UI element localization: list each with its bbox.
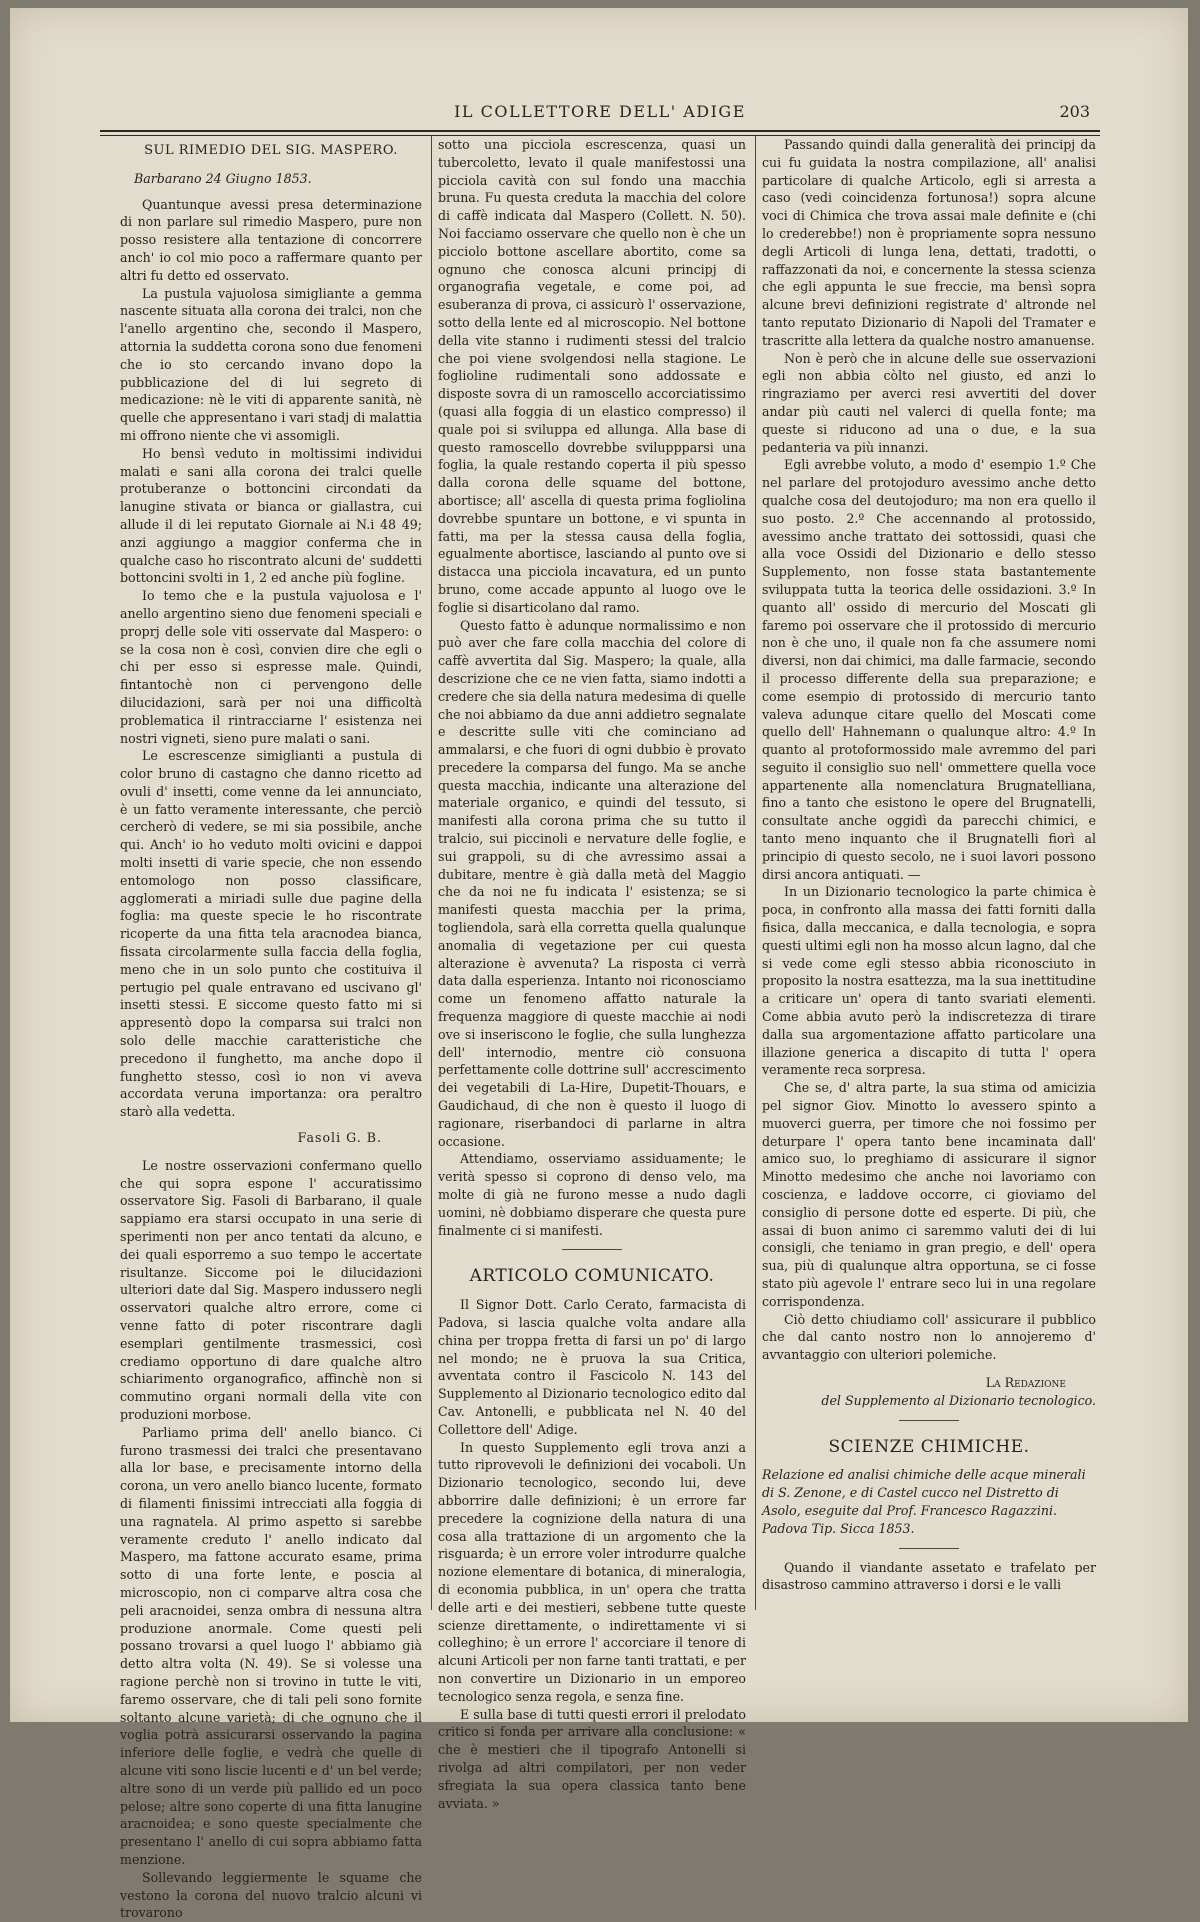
- paragraph: Passando quindi dalla generalità dei principj da cui fu guidata la nostra compilazione, all' analisi particolare di qualche Articolo, egli si arresta a caso (vedi coincidenza fortunosa!) sopra alcune voci di Chimica che trova assai male definite e (chi lo crederebbe!) non è propriamente sopra nessuno degli Articoli di lunga lena, dettati, tradotti, o raffazzonati da noi, e concernente la stessa scienza che egli appunta le sue freccie, ma bensì sopra alcune brevi definizioni registrate d' altronde nel tanto reputato Dizionario di Napoli del Tramater e trascritte alla lettera da qualche nostro amanuense.: [762, 137, 1096, 348]
- citation: Relazione ed analisi chimiche delle acque minerali di S. Zenone, e di Castel cucco nel Distretto di Asolo, eseguite dal Prof. Francesco Ragazzini. Padova Tip. Sicca 1853.: [762, 1467, 1086, 1536]
- running-title: IL COLLETTORE DELL' ADIGE: [454, 102, 746, 121]
- section-title: ARTICOLO COMUNICATO.: [469, 1266, 715, 1287]
- page-header: [100, 92, 1100, 132]
- page-number: 203: [1059, 102, 1090, 121]
- redaction-subtitle: del Supplemento al Dizionario tecnologico.: [821, 1392, 1096, 1408]
- separator-rule: [899, 1420, 959, 1421]
- paragraph: E sulla base di tutti questi errori il prelodato critico si fonda per arrivare alla conclusione: « che è mestieri che il tipografo Antonelli si rivolga ad altri compilatori, per non veder sfregiata la sua opera classica tanto bene avviata. »: [438, 1706, 746, 1811]
- column-3: [762, 136, 1096, 1610]
- column-divider: [431, 136, 433, 1610]
- paragraph: Le escrescenze simiglianti a pustula di color bruno di castagno che danno ricetto ad ovuli d' insetti, come venne da lei annunciato, è un fatto veramente interessante, che perciò cercherò di vedere, se mi sia possibile, anche qui. Anch' io ho veduto molti ovicini e dappoi molti insetti di varie specie, che non essendo entomologo non posso classificare, agglomerati a miriadi sulle due pagine della foglia: ma queste specie le ho riscontrate ricoperte da una fitta tela aracnodea bianca, fissata circolarmente sulla faccia della foglia, meno che in un solo punto che costituiva il pertugio pel quale entravano ed uscivano gl' insetti stessi. E siccome questo fatto mi si appresentò dopo la comparsa sui tralci non solo delle macchie caratteristiche che precedono il funghetto, ma anche dopo il funghetto stesso, così io non vi aveva accordata veruna importanza: ora peraltro starò alla vedetta.: [120, 748, 422, 1120]
- paragraph: Il Signor Dott. Carlo Cerato, farmacista di Padova, si lascia qualche volta andare alla china per troppa fretta di farsi un po' di largo nel mondo; ne è pruova la sua Critica, avventata contro il Fascicolo N. 143 del Supplemento al Dizionario tecnologico edito dal Cav. Antonelli, e pubblicata nel N. 40 del Collettore dell' Adige.: [438, 1297, 746, 1437]
- paragraph: Io temo che e la pustula vajuolosa e l' anello argentino sieno due fenomeni speciali e proprj delle sole viti osservate dal Maspero: o se la cosa non è così, convien dire che egli o chi per esso si espresse male. Quindi, fintantochè non ci pervengono delle dilucidazioni, sarà per noi una difficoltà problematica il rintracciarne l' esistenza nei nostri vigneti, sieno pure malati o sani.: [120, 588, 422, 746]
- paragraph: Questo fatto è adunque normalissimo e non può aver che fare colla macchia del colore di caffè avvertita dal Sig. Maspero; la quale, alla descrizione che ce ne vien fatta, siamo indotti a credere che sia della natura medesima di quelle che noi abbiamo da due anni addietro segnalate e descritte sulle viti che cominciano ad ammalarsi, e che fuori di ogni dubbio è provato precedere la comparsa del fungo. Ma se anche questa macchia, indicante una alterazione del materiale organico, e quindi del tessuto, si manifesti alla corona prima che su tutto il tralcio, sui piccinoli e nervature delle foglie, e sui grappoli, su di che avressimo assai a dubitare, mentre è già dalla metà del Maggio che da noi ne fu indicata l' esistenza; se si manifesti questa macchia per la prima, togliendola, sarà ella corretta quella qualunque anomalia di vegetazione per cui questa alterazione è avvenuta? La risposta ci verrà data dalla esperienza. Intanto noi riconosciamo come un fenomeno affatto naturale la frequenza maggiore di queste macchie ai nodi ove si inseriscono le foglie, che sulla lunghezza dell' internodio, mentre ciò consuona perfettamente colle dottrine sull' accrescimento dei vegetabili di La-Hire, Dupetit-Thouars, e Gaudichaud, di che non è questo il luogo di ragionare, riserbandoci di parlarne in altra occasione.: [438, 617, 746, 1149]
- column-2: [438, 136, 746, 1811]
- paragraph: Quando il viandante assetato e trafelato per disastroso cammino attraverso i dorsi e le valli: [762, 1559, 1096, 1593]
- article-dateline: Barbarano 24 Giugno 1853.: [134, 170, 312, 186]
- separator-rule: [562, 1249, 622, 1250]
- paragraph: Attendiamo, osserviamo assiduamente; le verità spesso si coprono di denso velo, ma molte di già ne furono messe a nudo dagli uomini, nè dobbiamo disperare che questa pure finalmente ci si manifesti.: [438, 1151, 746, 1238]
- paragraph: Sollevando leggiermente le squame che vestono la corona del nuovo tralcio alcuni vi trovarono: [120, 1869, 422, 1921]
- paragraph: Ciò detto chiudiamo coll' assicurare il pubblico che dal canto nostro non lo annojeremo d' avvantaggio con ulteriori polemiche.: [762, 1311, 1096, 1363]
- paragraph: Parliamo prima dell' anello bianco. Ci furono trasmessi dei tralci che presentavano alla lor base, e precisamente intorno della corona, un vero anello bianco lucente, formato di filamenti finissimi intrecciati alla foggia di una ragnatela. Al primo aspetto si sarebbe veramente creduto l' anello indicato dal Maspero, ma fattone accurato esame, prima sotto di una forte lente, e poscia al microscopio, non ci comparve altra cosa che peli aracnoidei, senza ombra di nessuna altra produzione anormale. Come questi peli possano trovarsi a quel luogo l' abbiamo già detto altra volta (N. 49). Se si volesse una ragione perchè non si trovino in tutte le viti, faremo osservare, che di tali peli sono fornite soltanto alcune varietà; di che ognuno che il voglia potrà assicurarsi osservando la pagina inferiore delle foglie, e vedrà che quelle di alcune viti sono liscie lucenti e d' un bel verde; altre sono di un verde più pallido ed un poco pelose; altre sono coperte di una fitta lanugine aracnoidea; e sono queste specialmente che presentano l' anello di cui sopra abbiamo fatta menzione.: [120, 1424, 422, 1867]
- paragraph: Egli avrebbe voluto, a modo d' esempio 1.º Che nel parlare del protojoduro avessimo anche detto qualche cosa del deutojoduro; ma non era quello il suo posto. 2.º Che accennando al protossido, avessimo anche trattato dei sottossidi, quasi che alla voce Ossidi del Dizionario e dello stesso Supplemento, non fosse stata bastantemente sviluppata tutta la teorica delle ossidazioni. 3.º In quanto all' ossido di mercurio del Moscati gli faremo poi osservare che il protossido di mercurio non è che uno, il quale non fa che assumere nomi diversi, non dai chimici, ma dalle farmacie, secondo il processo differente della sua preparazione; e come esempio di protossido di mercurio tanto valeva adunque citare quello del Moscati come quello dell' Hahnemann o qualunque altro: 4.º In quanto al protoformossido male avremmo del pari seguito il consiglio suo nell' ommettere quella voce appartenente alla nomenclatura Brugnatelliana, fino a tanto che esistono le opere del Brugnatelli, consultate anche oggidì da parecchi chimici, e tanto meno inquanto che il Brugnatelli fiorì al principio di questo secolo, ne i suoi lavori possono dirsi ancora antiquati. —: [762, 457, 1096, 882]
- paragraph: sotto una picciola escrescenza, quasi un tubercoletto, levato il quale manifestossi una picciola cavità con sul fondo una macchia bruna. Fu questa creduta la macchia del colore di caffè indicata dal Maspero (Collett. N. 50). Noi facciamo osservare che quello non è che un picciolo bottone ascellare abortito, come sa ognuno che conosca alcuni principj di organografia vegetale, e come poi, ad esuberanza di prova, ci assicurò l' osservazione, sotto della lente ed al microscopio. Nel bottone della vite stanno i rudimenti stessi del tralcio che poi viene svolgendosi nella stagione. Le foglioline rudimentali sono addossate e disposte sovra di un ramoscello accorciatissimo (quasi alla foggia di un elastico compresso) il quale poi si sviluppa ed allunga. Alla base di questo ramoscello dovrebbe sviluppparsi una foglia, la quale restando coperta il più spesso dalla corona delle squame del bottone, abortisce; all' ascella di questa prima fogliolina dovrebbe spuntare un bottone, e vi spunta in fatti, ma per la stessa causa della foglia, egualmente abortisce, lasciando al punto ove si distacca una picciola incavatura, ed un punto bruno, come accade appunto al luogo ove le foglie si disarticolano dal ramo.: [438, 137, 746, 615]
- redaction-signature: La Redazione: [985, 1374, 1066, 1390]
- column-1: [120, 136, 422, 1921]
- paragraph: Che se, d' altra parte, la sua stima od amicizia pel signor Giov. Minotto lo avessero spinto a muoverci guerra, per timore che noi fossimo per deturpare l' opera tanto bene incaminata dall' amico suo, lo preghiamo di assicurare il signor Minotto medesimo che anche noi lavoriamo con coscienza, e laddove occorre, ci gioviamo del consiglio di persone dotte ed esperte. Di più, che assai di buon animo ci saremmo valuti dei di lui consigli, che teniamo in gran pregio, e dell' opera sua, più di qualunque altra opportuna, se ci fosse stato più agevole l' entrare seco lui in una regolare corrispondenza.: [762, 1080, 1096, 1309]
- author-signature: Fasoli G. B.: [297, 1130, 382, 1146]
- column-divider: [755, 136, 757, 1610]
- paragraph: In questo Supplemento egli trova anzi a tutto riprovevoli le definizioni dei vocaboli. Un Dizionario tecnologico, secondo lui, deve abborrire dalle definizioni; è un errore far precedere la cognizione della natura di una cosa alla trattazione di un argomento che la risguarda; è un errore voler introdurre qualche nozione elementare di botanica, di mineralogia, di economia pubblica, in un' opera che tratta delle arti e dei mestieri, sebbene tutte queste scienze direttamente, o indirettamente vi si colleghino; è un errore l' accorciare il tenore di alcuni Articoli per non farne tanti trattati, e per non convertire un Dizionario in un emporeo tecnologico senza regola, e senza fine.: [438, 1439, 746, 1704]
- newspaper-page: [10, 8, 1188, 1921]
- paragraph: La pustula vajuolosa simigliante a gemma nascente situata alla corona dei tralci, non che l'anello argentino che, secondo il Maspero, attornia la suddetta corona sono due fenomeni che io sto cercando invano dopo la pubblicazione del di lui segreto di medicazione: nè le viti di apparente sanità, nè quelle che appresentano i vari stadj di malattia mi offrono niente che vi assomigli.: [120, 285, 422, 443]
- separator-rule: [899, 1548, 959, 1549]
- paragraph: Non è però che in alcune delle sue osservazioni egli non abbia còlto nel giusto, ed anzi lo ringraziamo per averci resi avvertiti del dover andar più cauti nel valerci di quella fonte; ma queste si riducono ad una o due, e la sua pedanteria va più innanzi.: [762, 350, 1096, 455]
- paragraph: Le nostre osservazioni confermano quello che qui sopra espone l' accuratissimo osservatore Sig. Fasoli di Barbarano, il quale sappiamo era starsi occupato in una serie di sperimenti non per anco tentati da alcuno, e dei quali esporremo a suo tempo le accertate risultanze. Siccome poi le dilucidazioni ulteriori date dal Sig. Maspero indussero negli osservatori qualche altro errore, come ci venne fatto di poter riscontrare dagli esemplari gentilmente trasmessici, così crediamo opportuno di dare qualche altro schiarimento organografico, affinchè non si commutino organi normali della vite con produzioni morbose.: [120, 1157, 422, 1422]
- paragraph: Ho bensì veduto in moltissimi individui malati e sani alla corona dei tralci quelle protuberanze o bottoncini circondati da lanugine stivata or bianca or giallastra, cui allude il di lei reputato Giornale ai N.i 48 49; anzi aggiungo a maggior conferma che in qualche caso ho riscontrato alcuni de' suddetti bottoncini svolti in 1, 2 ed anche più fogline.: [120, 445, 422, 586]
- paragraph: Quantunque avessi presa determinazione di non parlare sul rimedio Maspero, pure non posso resistere alla tentazione di concorrere anch' io col mio poco a raffermare quanto per altri fu detto ed osservato.: [120, 196, 422, 283]
- article-title: SUL RIMEDIO DEL SIG. MASPERO.: [144, 143, 398, 158]
- paragraph: In un Dizionario tecnologico la parte chimica è poca, in confronto alla massa dei fatti forniti dalla fisica, dalla meccanica, e dalla tecnologia, e sopra questi ultimi egli non ha mosso alcun lagno, dal che si vede come egli stesso abbia riconosciuto in proposito la nostra esattezza, ma la sua inettitudine a criticare un' opera di tanto svariati elementi. Come abbia avuto però la indiscretezza di tirare dalla sua argomentazione affatto particolare una illazione generica a discapito di tutta l' opera veramente reca sorpresa.: [762, 884, 1096, 1078]
- section-title: SCIENZE CHIMICHE.: [828, 1436, 1030, 1457]
